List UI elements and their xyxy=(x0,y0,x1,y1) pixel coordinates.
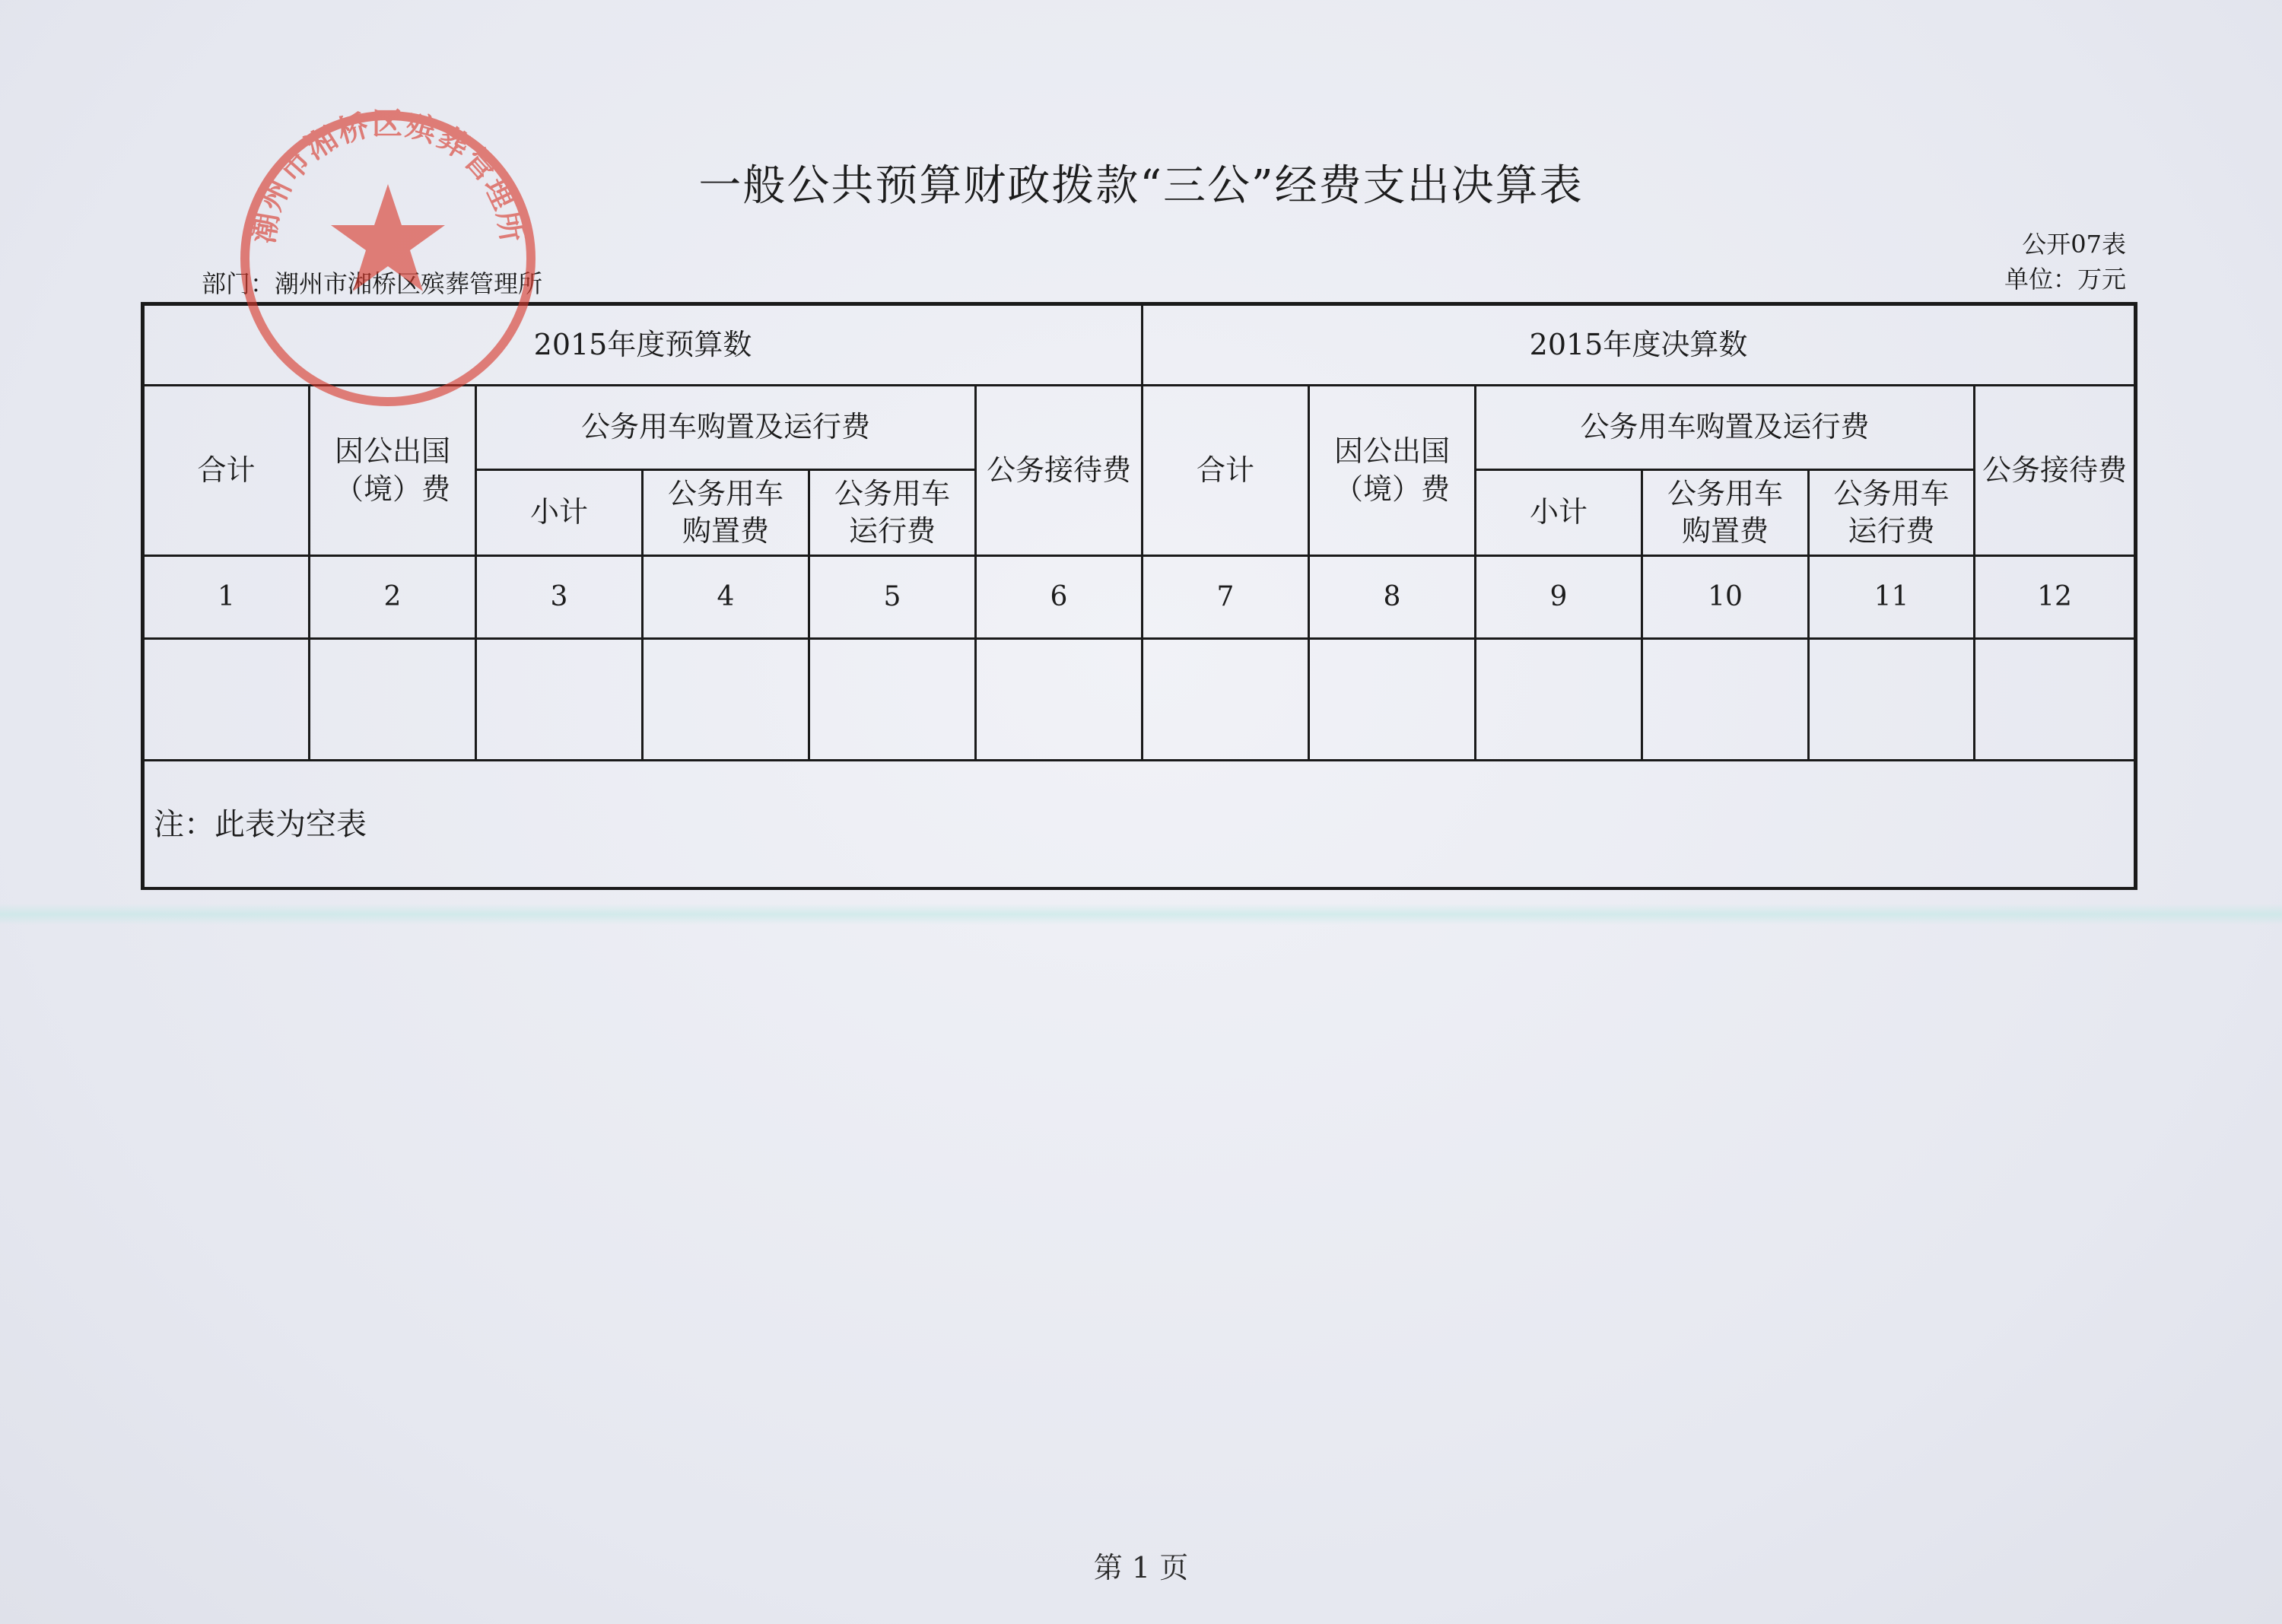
budget-abroad-line1: 因公出国 xyxy=(334,434,450,469)
final-vehicle-operation-line2: 运行费 xyxy=(1848,514,1935,548)
column-number: 6 xyxy=(976,556,1143,639)
unit-label: 单位：万元 xyxy=(2004,265,2126,294)
final-abroad-header xyxy=(1309,386,1476,556)
column-number: 7 xyxy=(1143,556,1309,639)
budget-subtotal-header: 小计 xyxy=(476,470,643,556)
data-cell xyxy=(310,639,476,761)
budget-total-header: 合计 xyxy=(143,386,310,556)
page-number: 1 xyxy=(1131,1551,1151,1584)
column-number: 5 xyxy=(809,556,976,639)
final-group-header: 2015年度决算数 xyxy=(1143,304,2136,386)
final-vehicle-operation-line1: 公务用车 xyxy=(1833,476,1950,510)
data-cell xyxy=(476,639,643,761)
data-cell xyxy=(1143,639,1309,761)
final-vehicle-group-header: 公务用车购置及运行费 xyxy=(1476,386,1975,470)
department-name: 潮州市湘桥区殡葬管理所 xyxy=(275,269,543,298)
final-abroad-line2: （境）费 xyxy=(1333,472,1450,506)
budget-abroad-line2: （境）费 xyxy=(334,472,450,506)
budget-group-header: 2015年度预算数 xyxy=(143,304,1143,386)
data-cell xyxy=(1476,639,1642,761)
page-label-prefix: 第 xyxy=(1093,1551,1123,1584)
column-number: 11 xyxy=(1809,556,1975,639)
data-cell xyxy=(1809,639,1975,761)
column-number: 12 xyxy=(1975,556,2136,639)
column-number: 3 xyxy=(476,556,643,639)
official-seal xyxy=(228,99,548,418)
note-row xyxy=(143,761,2136,889)
data-cell xyxy=(143,639,310,761)
final-vehicle-purchase-header xyxy=(1642,470,1809,556)
column-number: 4 xyxy=(643,556,809,639)
table-note: 注：此表为空表 xyxy=(143,761,2136,889)
final-abroad-line1: 因公出国 xyxy=(1333,434,1450,469)
final-reception-header: 公务接待费 xyxy=(1975,386,2136,556)
column-number: 1 xyxy=(143,556,310,639)
budget-vehicle-purchase-line1: 公务用车 xyxy=(667,476,783,510)
budget-vehicle-operation-header xyxy=(809,470,976,556)
column-number: 10 xyxy=(1642,556,1809,639)
data-cell xyxy=(1642,639,1809,761)
data-row xyxy=(143,639,2136,761)
final-vehicle-operation-header xyxy=(1809,470,1975,556)
final-vehicle-purchase-line2: 购置费 xyxy=(1681,514,1769,548)
data-cell xyxy=(809,639,976,761)
page-label-suffix: 页 xyxy=(1159,1551,1189,1584)
budget-vehicle-operation-line2: 运行费 xyxy=(848,514,936,548)
scan-fold-line xyxy=(0,904,2282,925)
budget-vehicle-purchase-header xyxy=(643,470,809,556)
data-cell xyxy=(976,639,1143,761)
final-total-header: 合计 xyxy=(1143,386,1309,556)
seal-text-path: 潮州市湘桥区殡葬管理所 xyxy=(245,106,531,246)
column-number: 9 xyxy=(1476,556,1642,639)
budget-reception-header: 公务接待费 xyxy=(976,386,1143,556)
document-title: 一般公共预算财政拨款“三公”经费支出决算表 xyxy=(698,161,1584,211)
data-cell xyxy=(643,639,809,761)
page-footer xyxy=(0,1544,2282,1586)
budget-vehicle-operation-line1: 公务用车 xyxy=(834,476,950,510)
star-icon xyxy=(331,184,445,291)
department-label: 部门： xyxy=(202,269,275,298)
budget-vehicle-group-header: 公务用车购置及运行费 xyxy=(476,386,976,470)
data-cell xyxy=(1309,639,1476,761)
column-number: 8 xyxy=(1309,556,1476,639)
final-vehicle-purchase-line1: 公务用车 xyxy=(1667,476,1783,510)
final-subtotal-header: 小计 xyxy=(1476,470,1642,556)
data-cell xyxy=(1975,639,2136,761)
budget-vehicle-purchase-line2: 购置费 xyxy=(682,514,769,548)
form-number: 公开07表 xyxy=(2022,230,2126,259)
column-number: 2 xyxy=(310,556,476,639)
column-number-row xyxy=(143,556,2136,639)
